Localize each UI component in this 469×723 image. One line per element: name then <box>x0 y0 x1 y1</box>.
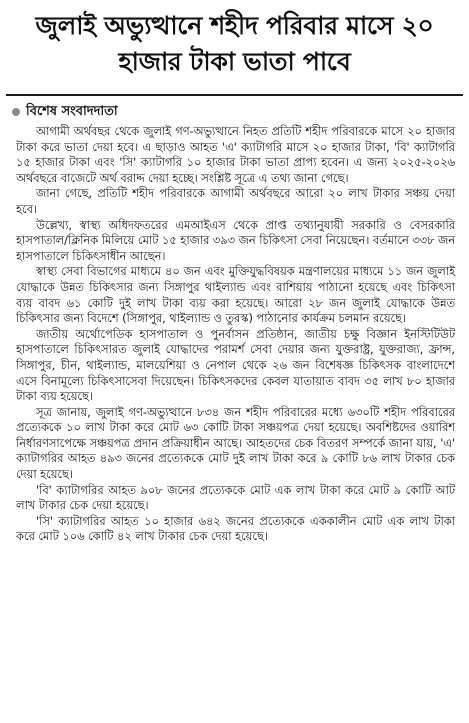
article-headline: জুলাই অভ্যুত্থানে শহীদ পরিবার মাসে ২০ হাজার টাকা ভাতা পাবে <box>35 11 434 76</box>
article-paragraph: জাতীয় অর্থোপেডিক হাসপাতাল ও পুনর্বাসন প্রতিষ্ঠান, জাতীয় চক্ষু বিজ্ঞান ইনস্টিটিউট হাসপাতালে চিকিৎসারত জুলাই যোদ্ধাদের পরামর্শ সেবা দেয়ার জন্য যুক্তরাষ্ট্র, যুক্তরাজ্য, ফ্রান্স, সিঙ্গাপুর, চীন, থাইল্যান্ড, মালয়েশিয়া ও নেপাল থেকে ২৬ জন বিশেষজ্ঞ চিকিৎসক বাংলাদেশে এসে বিনামূল্যে চিকিৎসাসেবা দিয়েছেন। চিকিৎসকদের কেবল যাতায়াত বাবদ ৩৫ লাখ ৮০ হাজার টাকা ব্যয় হয়েছে। <box>16 326 455 404</box>
byline-text: বিশেষ সংবাদদাতা <box>26 104 118 119</box>
article-paragraph: উল্লেখ্য, স্বাস্থ্য অধিদফতরের এমআইএস থেকে প্রাপ্ত তথ্যানুযায়ী সরকারি ও বেসরকারি হাসপাতাল/ক্লিনিক মিলিয়ে মোট ১৫ হাজার ৩৯৩ জন চিকিৎসা সেবা নিয়েছেন। বর্তমানে ৩৩৮ জন হাসপাতালে চিকিৎসাধীন আছেন। <box>16 217 455 263</box>
article-paragraph: 'বি' ক্যাটাগরির আহত ৯০৮ জনের প্রত্যেককে মোট এক লাখ টাকা করে মোট ৯ কোটি আট লাখ টাকার চেক দেয়া হয়েছে। <box>16 482 455 513</box>
article-paragraph: আগামী অর্থবছর থেকে জুলাই গণ-অভ্যুত্থানে নিহত প্রতিটি শহীদ পরিবারকে মাসে ২০ হাজার টাকা করে ভাতা দেয়া হবে। এ ছাড়াও আহত 'এ' ক্যাটাগরি মাসে ২০ হাজার টাকা, 'বি' ক্যাটাগরি ১৫ হাজার টাকা এবং 'সি' ক্যাটাগরি ১০ হাজার টাকা ভাতা প্রাপ্য হবেন। এ জন্য ২০২৫-২০২৬ অর্থবছরে বাজেটে অর্থ বরাদ্দ দেয়া হচ্ছে। সংশ্লিষ্ট সূত্রে এ তথ্য জানা গেছে। <box>16 124 455 185</box>
article-paragraph: জানা গেছে, প্রতিটি শহীদ পরিবারকে আগামী অর্থবছরে আরো ২০ লাখ টাকার সঞ্চয় দেয়া হবে। <box>16 186 455 216</box>
article-paragraph: স্বাস্থ্য সেবা বিভাগের মাধ্যমে ৪০ জন এবং মুক্তিযুদ্ধবিষয়ক মন্ত্রণালয়ের মাধ্যমে ১১ জন জুলাই যোদ্ধাকে উন্নত চিকিৎসার জন্য সিঙ্গাপুর থাইল্যান্ড এবং রাশিয়ায় পাঠানো হয়েছে এবং চিকিৎসা ব্যয় বাবদ ৬১ কোটি দুই লাখ টাকা ব্যয় করা হয়েছে। আরো ২৮ জন জুলাই যোদ্ধাকে উন্নত চিকিৎসার জন্য বিদেশে (সিঙ্গাপুর, থাইল্যান্ড ও তুরস্ক) পাঠানোর কার্যক্রম চলমান রয়েছে। <box>16 264 455 326</box>
article-paragraph: সূত্র জানায়, জুলাই গণ-অভ্যুত্থানে ৮৩৪ জন শহীদ পরিবারের মধ্যে ৬৩০টি শহীদ পরিবারের প্রত্যেককে ১০ লাখ টাকা করে মোট ৬৩ কোটি টাকা সঞ্চয়পত্র দেয়া হয়েছে। অবশিষ্টদের ওয়ারিশ নির্ধারণসাপেক্ষে সঞ্চয়পত্র প্রদান প্রক্রিয়াধীন আছে। আহতদের চেক বিতরণ সম্পর্কে জানা যায়, 'এ' ক্যাটাগরির আহত ৪৯৩ জনের প্রত্যেককে মোট দুই লাখ টাকা করে ৯ কোটি ৮৬ লাখ টাকার চেক দেয়া হয়েছে। <box>16 404 455 482</box>
article-paragraph: 'সি' ক্যাটাগরির আহত ১০ হাজার ৬৪২ জনের প্রত্যেককে এককালীন মোট এক লাখ টাকা করে মোট ১০৬ কোটি ৪২ লাখ টাকার চেক দেয়া হয়েছে। <box>16 513 455 544</box>
bullet-icon <box>12 108 20 116</box>
byline <box>0 96 469 122</box>
article-body <box>0 122 469 545</box>
